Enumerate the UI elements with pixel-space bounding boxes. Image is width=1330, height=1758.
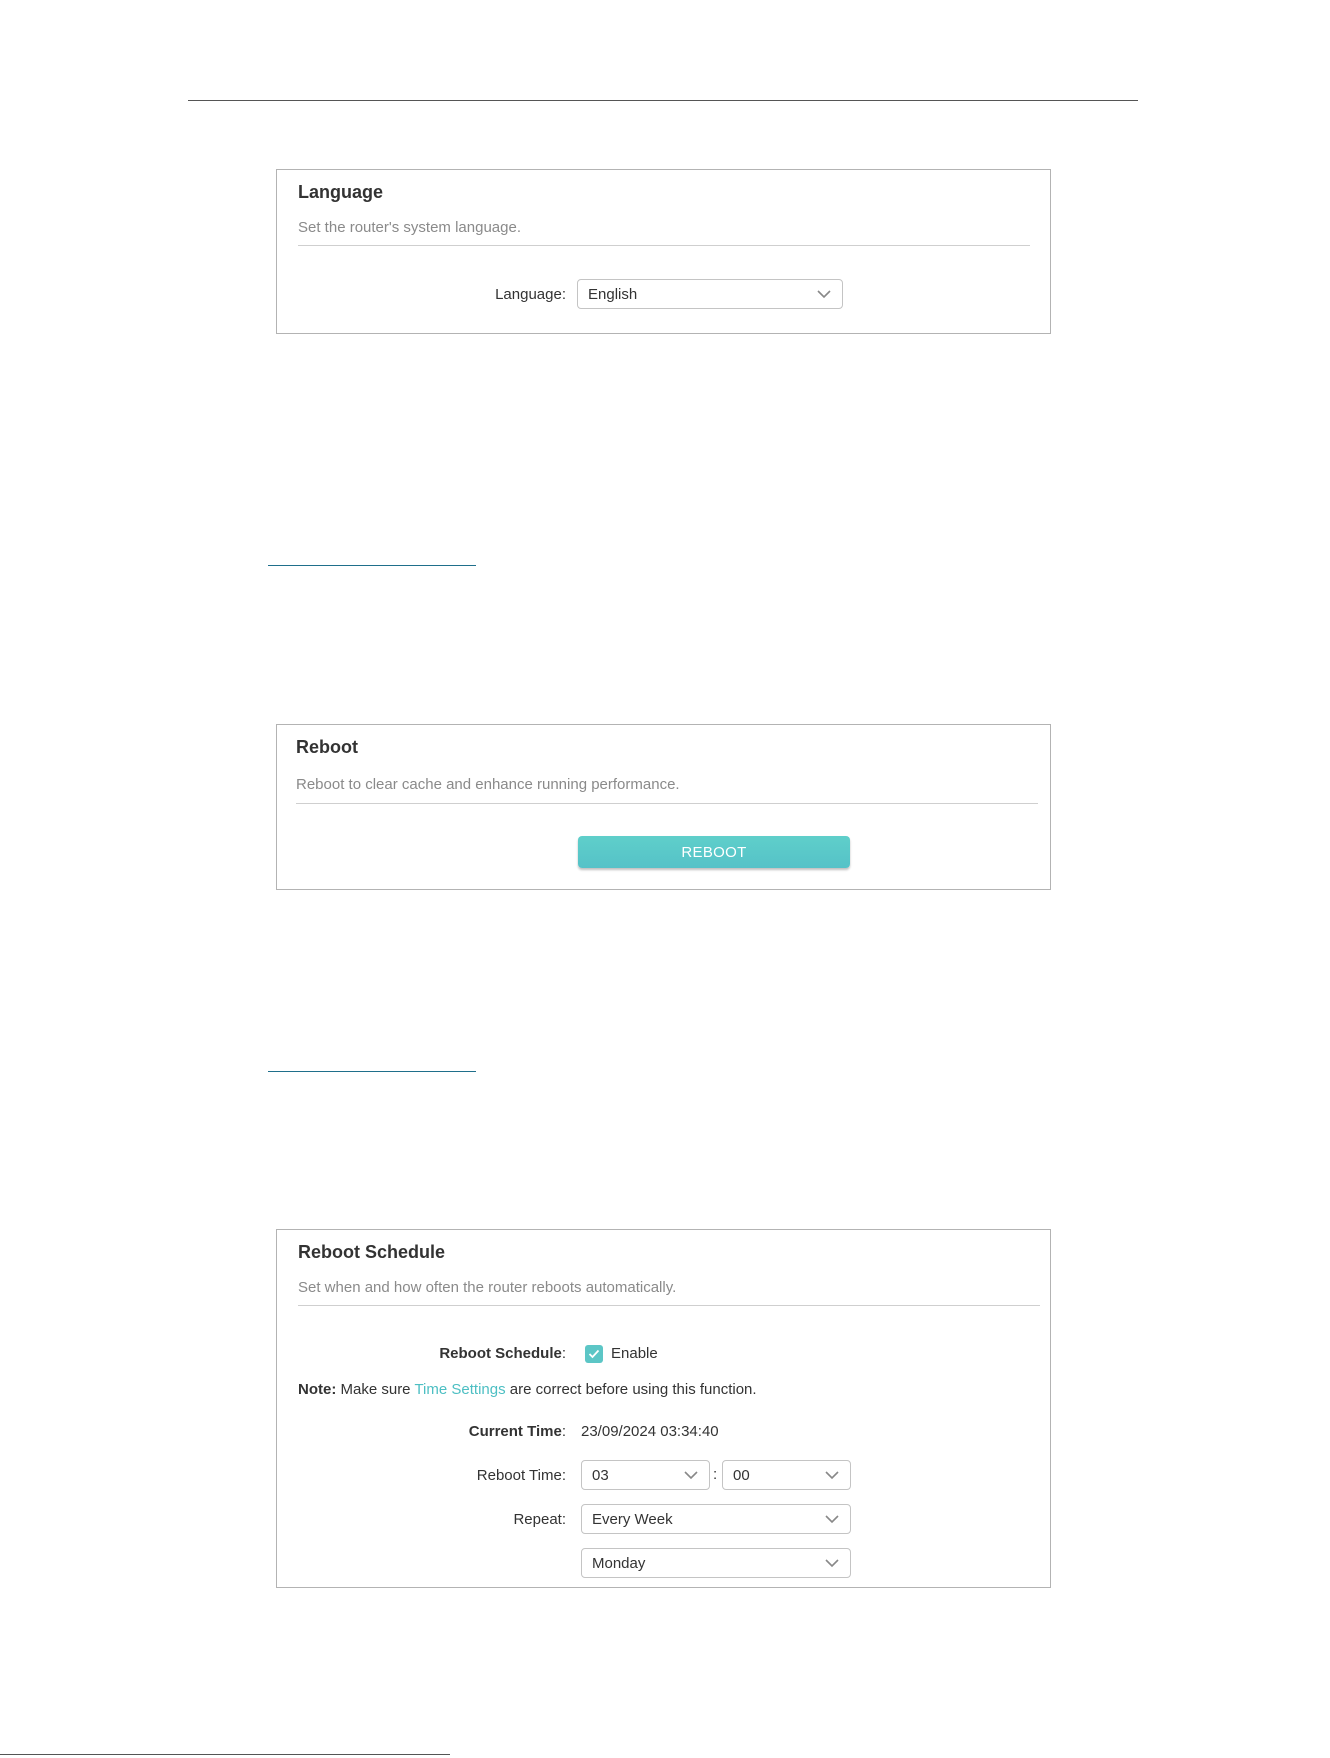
reboot-schedule-panel — [276, 1229, 1051, 1588]
page-bottom-rule — [0, 1754, 450, 1755]
reboot-button[interactable]: REBOOT — [578, 836, 850, 868]
reboot-minute-select[interactable] — [722, 1460, 851, 1490]
time-settings-link[interactable]: Time Settings — [414, 1381, 506, 1398]
current-time-value: 23/09/2024 03:34:40 — [581, 1423, 719, 1440]
language-panel — [276, 169, 1051, 334]
reboot-panel-title: Reboot — [296, 737, 358, 757]
enable-checkbox[interactable] — [585, 1345, 603, 1363]
reboot-hour-select[interactable] — [581, 1460, 710, 1490]
repeat-select-value: Every Week — [592, 1511, 673, 1528]
language-select[interactable] — [577, 279, 843, 309]
language-panel-separator — [298, 245, 1030, 246]
reboot-hour-value: 03 — [592, 1467, 609, 1484]
repeat-label: Repeat: — [513, 1511, 566, 1528]
reboot-panel-description: Reboot to clear cache and enhance running performance. — [296, 776, 680, 793]
section-rule — [268, 565, 476, 566]
section-rule — [268, 1071, 476, 1072]
current-time-label: Current Time: — [468, 1423, 566, 1440]
reboot-schedule-panel-separator — [298, 1305, 1040, 1306]
language-label: Language: — [495, 286, 566, 303]
reboot-minute-value: 00 — [733, 1467, 750, 1484]
chevron-down-icon — [683, 1468, 699, 1482]
language-panel-title: Language — [298, 182, 384, 202]
check-icon — [588, 1349, 600, 1359]
enable-label: Enable — [611, 1345, 658, 1362]
reboot-schedule-panel-description: Set when and how often the router reboots automatically. — [298, 1279, 677, 1296]
chevron-down-icon — [816, 287, 832, 301]
time-separator: : — [713, 1466, 718, 1483]
language-select-value: English — [588, 286, 638, 303]
note-text: Note: Make sure Time Settings are correct before using this function. — [298, 1381, 757, 1398]
reboot-schedule-panel-title: Reboot Schedule — [298, 1242, 446, 1262]
reboot-schedule-label: Reboot Schedule: — [439, 1345, 566, 1362]
reboot-panel-separator — [296, 803, 1038, 804]
chevron-down-icon — [824, 1556, 840, 1570]
page-top-rule — [188, 100, 1138, 101]
repeat-select[interactable] — [581, 1504, 851, 1534]
language-panel-description: Set the router's system language. — [298, 219, 521, 236]
chevron-down-icon — [824, 1512, 840, 1526]
day-select-value: Monday — [592, 1555, 646, 1572]
chevron-down-icon — [824, 1468, 840, 1482]
reboot-time-label: Reboot Time: — [476, 1467, 566, 1484]
day-select[interactable] — [581, 1548, 851, 1578]
